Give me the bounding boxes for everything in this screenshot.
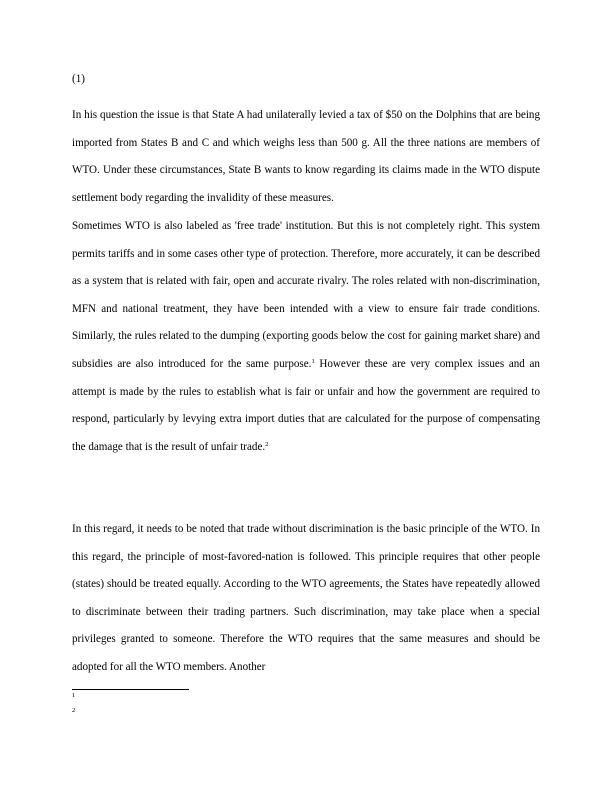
footnote-1: 1	[72, 692, 76, 699]
footnote-2: 2	[72, 707, 76, 714]
paragraph-1: In his question the issue is that State A had unilaterally levied a tax of $50 on the Dolphins that are being imported from States B and C and which weighs less than 500 g. All the three nations are members of WTO. Under these circumstances, State B wants to know regarding its claims made in the WTO dispute settlement body regarding the invalidity of these measures.	[72, 109, 540, 204]
section-heading: (1)	[72, 73, 85, 85]
footnote-separator	[72, 689, 189, 690]
paragraph-3: In this regard, it needs to be noted that trade without discrimination is the basic principle of the WTO. In this regard, the principle of most-favored-nation is followed. This principle requires that other people (states) should be treated equally. According to the WTO agreements, the States have repeatedly allowed to discriminate between their trading partners. Such discrimination, may take place when a special privileges granted to someone. Therefore the WTO requires that the same measures and should be adopted for all the WTO members. Another	[72, 523, 540, 673]
footnote-ref-2[interactable]: 2	[265, 440, 269, 448]
paragraph-2	[72, 213, 540, 461]
paragraph-2-text-a: Sometimes WTO is also labeled as 'free trade' institution. But this is not completely right. This system permits tariffs and in some cases other type of protection. Therefore, more accurately, it can be described as a system that is related with fair, open and accurate rivalry. The roles related with non-discrimination, MFN and national treatment, they have been intended with a view to ensure fair trade conditions. Similarly, the rules related to the dumping (exporting goods below the cost for gaining market share) and subsidies are also introduced for the same purpose.	[72, 220, 540, 370]
footnote-ref-1[interactable]: 1	[311, 357, 315, 365]
paragraph-2-text-b: However these are very complex issues and an attempt is made by the rules to establish what is fair or unfair and how the government are required to respond, particularly by levying extra import duties that are calculated for the purpose of compensating the damage that is the result of unfair trade.	[72, 357, 540, 453]
